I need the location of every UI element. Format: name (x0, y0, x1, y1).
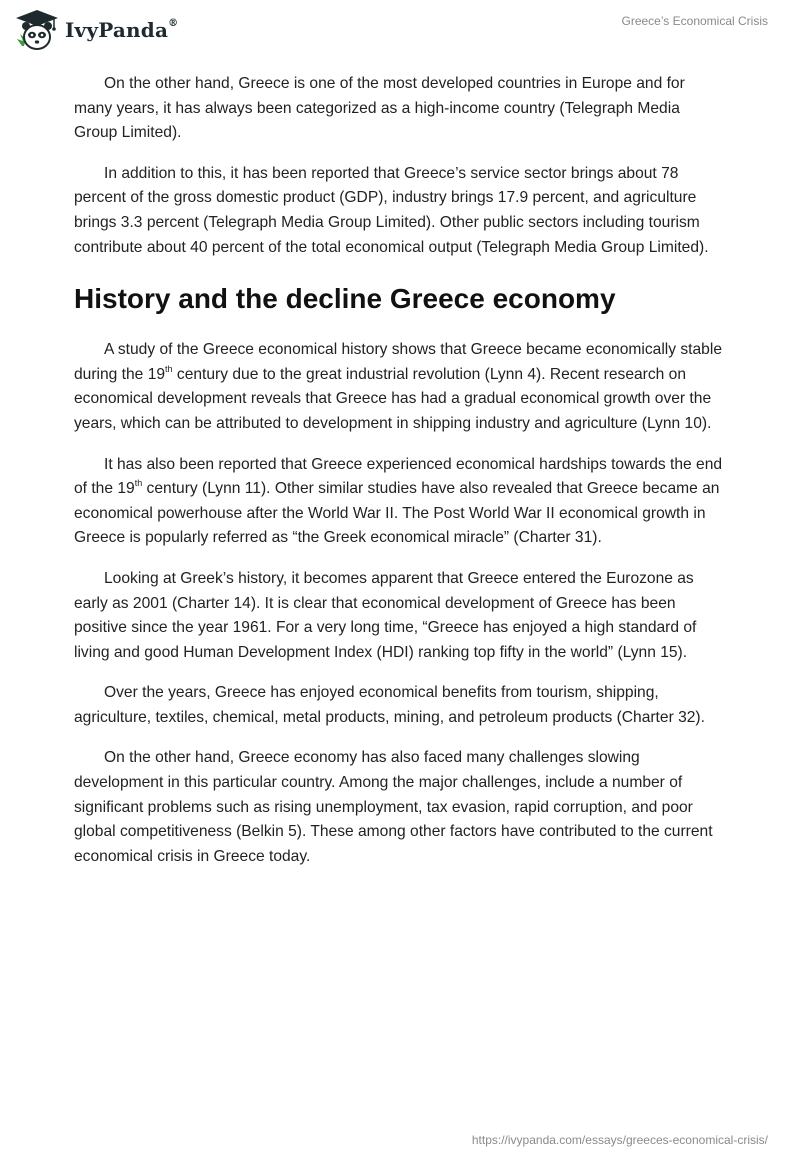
paragraph-4: It has also been reported that Greece experienced economical hardships towards the end of the 19th century (Lynn 11). Other similar studies have also revealed that Greece became an economical powerhouse after the World War II. The Post World War II economical growth in Greece is popularly referred as “the Greek economical miracle” (Charter 31). (74, 455, 723, 547)
registered-mark: ® (168, 18, 179, 30)
source-url-link[interactable]: https://ivypanda.com/essays/greeces-economical-crisis/ (471, 1133, 768, 1147)
logo-wordmark: IvyPanda® (65, 18, 179, 42)
panda-graduate-icon (14, 8, 60, 52)
paragraph-5: Looking at Greek’s history, it becomes apparent that Greece entered the Eurozone as early as 2001 (Charter 14). It is clear that economical development of Greece has been positive since the year 1961. For a very long time, “Greece has enjoyed a high standard of living and good Human Development Index (HDI) ranking top fifty in the world” (Lynn 15). (74, 569, 697, 661)
paragraph-7: On the other hand, Greece economy has also faced many challenges slowing development in this particular country. Among the major challenges, include a number of significant problems such as rising unemployment, tax evasion, rapid corruption, and poor global competitiveness (Belkin 5). These among other factors have contributed to the current economical crisis in Greece today. (74, 749, 713, 865)
essay-body (74, 72, 726, 885)
section-heading: History and the decline Greece economy (74, 283, 616, 315)
document-title: Greece’s Economical Crisis (621, 14, 768, 28)
paragraph-2: In addition to this, it has been reported that Greece’s service sector brings about 78 percent of the gross domestic product (GDP), industry brings 17.9 percent, and agriculture brings 3.3 percent (Telegraph Media Group Limited). Other public sectors including tourism contribute about 40 percent of the total economical output (Telegraph Media Group Limited). (74, 164, 709, 256)
page-header (0, 0, 800, 60)
paragraph-3: A study of the Greece economical history shows that Greece became economically stable during the 19th century due to the great industrial revolution (Lynn 4). Recent research on economical development reveals that Greece has had a gradual economical growth over the years, which can be attributed to development in shipping industry and agriculture (Lynn 10). (74, 341, 722, 432)
ivypanda-logo[interactable] (14, 8, 178, 52)
paragraph-6: Over the years, Greece has enjoyed economical benefits from tourism, shipping, agriculture, textiles, chemical, metal products, mining, and petroleum products (Charter 32). (74, 684, 705, 726)
paragraph-1: On the other hand, Greece is one of the most developed countries in Europe and for many years, it has always been categorized as a high-income country (Telegraph Media Group Limited). (74, 75, 685, 142)
